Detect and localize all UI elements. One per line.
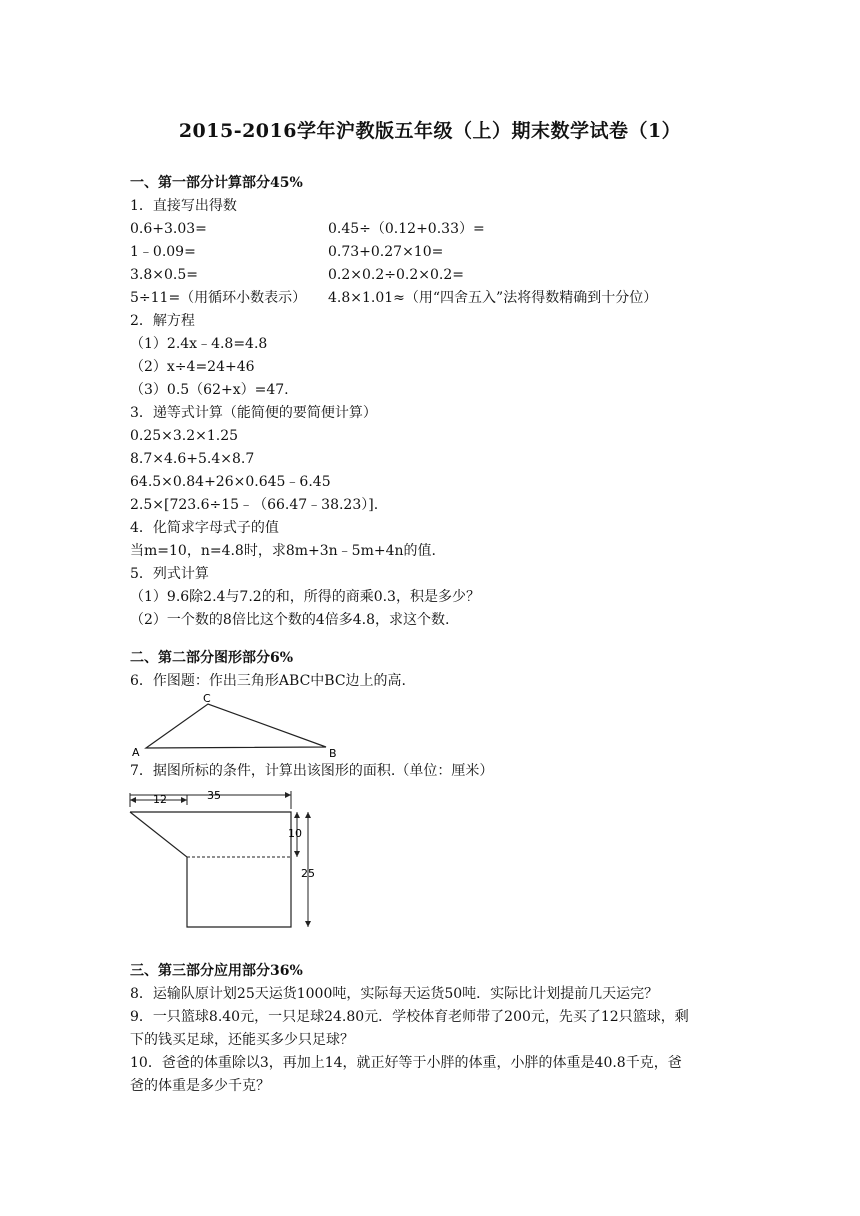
q4-text: 当m=10，n=4.8时，求8m+3n﹣5m+4n的值. bbox=[130, 543, 436, 559]
point-a-label: A bbox=[132, 746, 140, 759]
q2-label: 2．解方程 bbox=[130, 313, 195, 329]
q3-item-1: 0.25×3.2×1.25 bbox=[130, 428, 239, 444]
point-b-label: B bbox=[329, 747, 337, 760]
q2-item-2: （2）x÷4=24+46 bbox=[130, 359, 255, 375]
q1-item-3a: 3.8×0.5= bbox=[130, 267, 198, 283]
section-1-header: 一、第一部分计算部分45% bbox=[130, 175, 303, 191]
q3-item-2: 8.7×4.6+5.4×8.7 bbox=[130, 451, 255, 467]
q3-label: 3．递等式计算（能简便的要简便计算） bbox=[130, 405, 377, 421]
dim-25-label: 25 bbox=[301, 867, 315, 880]
arrow-10-bottom bbox=[294, 851, 300, 857]
q9-line-2: 下的钱买足球，还能买多少只足球？ bbox=[130, 1032, 354, 1048]
q5-label: 5．列式计算 bbox=[130, 566, 209, 582]
q1-item-3b: 0.2×0.2÷0.2×0.2= bbox=[328, 267, 464, 283]
q2-item-3: （3）0.5（62+x）=47. bbox=[130, 382, 289, 398]
arrow-25-top bbox=[305, 812, 311, 818]
q3-item-4: 2.5×[723.6÷15﹣（66.47﹣38.23）]. bbox=[130, 497, 379, 513]
arrow-35-right bbox=[285, 792, 291, 798]
q1-item-1a: 0.6+3.03= bbox=[130, 221, 207, 237]
composite-figure bbox=[125, 785, 335, 935]
dim-12-label: 12 bbox=[153, 793, 167, 806]
section-2-header: 二、第二部分图形部分6% bbox=[130, 650, 294, 666]
q4-label: 4．化简求字母式子的值 bbox=[130, 520, 279, 536]
q6-label: 6．作图题：作出三角形ABC中BC边上的高. bbox=[130, 673, 406, 689]
point-c-label: C bbox=[203, 692, 211, 705]
q1-item-2b: 0.73+0.27×10= bbox=[328, 244, 444, 260]
triangle-abc bbox=[146, 704, 326, 748]
q1-item-2a: 1﹣0.09= bbox=[130, 244, 196, 260]
arrow-12-right bbox=[181, 797, 187, 803]
q1-item-1b: 0.45÷（0.12+0.33）= bbox=[328, 221, 485, 237]
dim-35-label: 35 bbox=[207, 789, 221, 802]
q1-label: 1．直接写出得数 bbox=[130, 198, 237, 214]
q7-label: 7．据图所标的条件，计算出该图形的面积.（单位：厘米） bbox=[130, 763, 494, 779]
q5-item-2: （2）一个数的8倍比这个数的4倍多4.8，求这个数. bbox=[130, 612, 450, 628]
page-title: 2015-2016学年沪教版五年级（上）期末数学试卷（1） bbox=[178, 120, 682, 142]
q10-line-2: 爸的体重是多少千克？ bbox=[130, 1078, 270, 1094]
arrow-25-bottom bbox=[305, 921, 311, 927]
q1-item-4b: 4.8×1.01≈（用“四舍五入”法将得数精确到十分位） bbox=[328, 290, 658, 306]
dim-10-label: 10 bbox=[288, 827, 302, 840]
arrow-10-top bbox=[294, 812, 300, 818]
q1-item-4a: 5÷11=（用循环小数表示） bbox=[130, 290, 307, 306]
q3-item-3: 64.5×0.84+26×0.645﹣6.45 bbox=[130, 474, 331, 490]
q2-item-1: （1）2.4x﹣4.8=4.8 bbox=[130, 336, 268, 352]
q9-line-1: 9．一只篮球8.40元，一只足球24.80元．学校体育老师带了200元，先买了12只篮球，剩 bbox=[130, 1009, 689, 1025]
section-3-header: 三、第三部分应用部分36% bbox=[130, 963, 303, 979]
q5-item-1: （1）9.6除2.4与7.2的和，所得的商乘0.3，积是多少？ bbox=[130, 589, 480, 605]
q10-line-1: 10．爸爸的体重除以3，再加上14，就正好等于小胖的体重，小胖的体重是40.8千克，爸 bbox=[130, 1055, 682, 1071]
arrow-12-left bbox=[130, 797, 136, 803]
triangle-figure bbox=[128, 690, 358, 760]
shape-outline bbox=[130, 812, 291, 927]
q8-text: 8．运输队原计划25天运货1000吨，实际每天运货50吨．实际比计划提前几天运完？ bbox=[130, 986, 659, 1002]
